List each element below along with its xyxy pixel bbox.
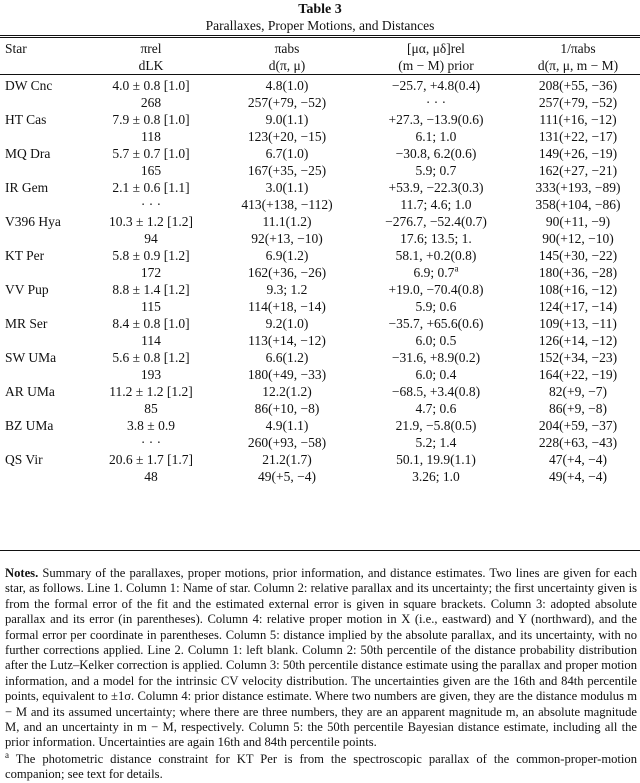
table-row	[0, 281, 640, 298]
cell-proper-motion: +53.9, −22.3(0.3)	[388, 180, 484, 195]
cell-prior: 5.9; 0.6	[415, 299, 457, 314]
table-row-line2	[0, 332, 640, 349]
cell-inverse-parallax: 333(+193, −89)	[535, 180, 621, 195]
cell-d-pi-mu: 92(+13, −10)	[251, 231, 323, 246]
cell-d-lk: 172	[140, 265, 162, 280]
cell-prior: 3.26; 1.0	[412, 469, 460, 484]
cell-d-bayes: 126(+14, −12)	[538, 333, 618, 348]
cell-d-pi-mu: 167(+35, −25)	[247, 163, 327, 178]
cell-pi-abs: 3.0(1.1)	[265, 180, 309, 195]
cell-d-bayes: 162(+27, −21)	[538, 163, 618, 178]
cell-d-lk: 165	[140, 163, 162, 178]
notes-text: Summary of the parallaxes, proper motions, prior information, and distance estimates. Two lines are given for each star, as follows. Line 1. Column 1: Name of star. Column 2: relative parallax and its uncertainty; the first uncertainty given is from the formal error of the fit and the estimated external error is given in square brackets. Column 3: adopted absolute parallax and its error (in parentheses). Column 4: relative proper motion in X (i.e., eastward) and Y (northward), and the formal error per coordinate in parentheses. Column 5: distance implied by the absolute parallax, and its uncertainty, with no further corrections applied. Line 2. Column 1: left blank. Column 2: 50th percentile of the distance probability distribution after the Lutz–Kelker correction is applied. Column 3: 50th percentile distance estimate using the parallax and proper motion information, and a model for the intrinsic CV velocity distribution. The uncertainties given are the 16th and 84th percentile points, equivalent to ±1σ. Column 4: prior distance estimate. Where two numbers are given, they are the distance modulus m − M and its assumed uncertainty; where there are three numbers, they are an apparent magnitude m, an absolute magnitude M, and an uncertainty in m − M, respectively. Column 5: the 50th percentile Bayesian distance estimate, including all the prior information. Uncertainties are again 16th and 84th percentile points.	[5, 566, 637, 750]
cell-pi-rel: 7.9 ± 0.8 [1.0]	[112, 112, 190, 127]
cell-pi-rel: 2.1 ± 0.6 [1.1]	[112, 180, 190, 195]
cell-inverse-parallax: 109(+13, −11)	[539, 316, 617, 331]
header-inverse-parallax: 1/πabs	[560, 41, 596, 56]
cell-d-lk: 193	[140, 367, 162, 382]
cell-pi-abs: 9.0(1.1)	[265, 112, 309, 127]
cell-d-lk: 268	[140, 95, 162, 110]
cell-inverse-parallax: 204(+59, −37)	[538, 418, 618, 433]
notes-lead: Notes.	[5, 566, 39, 580]
cell-pi-abs: 6.6(1.2)	[265, 350, 309, 365]
cell-prior	[356, 264, 516, 281]
cell-d-bayes: 358(+104, −86)	[535, 197, 621, 212]
table-row	[0, 77, 640, 94]
cell-proper-motion: −30.8, 6.2(0.6)	[395, 146, 477, 161]
cell-d-pi-mu: 49(+5, −4)	[258, 469, 316, 484]
cell-pi-rel: 20.6 ± 1.7 [1.7]	[109, 452, 193, 467]
footnote-mark: a	[5, 749, 9, 760]
star-name: SW UMa	[5, 350, 57, 365]
star-name: HT Cas	[5, 112, 47, 127]
cell-inverse-parallax: 145(+30, −22)	[538, 248, 618, 263]
star-name: QS Vir	[5, 452, 43, 467]
cell-pi-rel: 11.2 ± 1.2 [1.2]	[109, 384, 193, 399]
cell-d-pi-mu: 180(+49, −33)	[247, 367, 327, 382]
footnote-text: The photometric distance constraint for KT Per is from the spectroscopic parallax of the common-proper-motion companion; see text for details.	[5, 751, 637, 782]
table-row-line2	[0, 434, 640, 451]
table-number: Table 3	[298, 2, 342, 17]
cell-prior: · · ·	[425, 95, 447, 110]
bottom-rule	[0, 550, 640, 551]
table-row-line2	[0, 298, 640, 315]
cell-d-pi-mu: 257(+79, −52)	[247, 95, 327, 110]
cell-pi-abs: 9.3; 1.2	[266, 282, 308, 297]
cell-d-pi-mu: 260(+93, −58)	[247, 435, 327, 450]
table-row	[0, 451, 640, 468]
cell-d-lk: 114	[141, 333, 161, 348]
table-row	[0, 383, 640, 400]
cell-pi-rel: 4.0 ± 0.8 [1.0]	[112, 78, 190, 93]
cell-inverse-parallax: 108(+16, −12)	[538, 282, 618, 297]
cell-proper-motion: 21.9, −5.8(0.5)	[395, 418, 477, 433]
star-name: BZ UMa	[5, 418, 54, 433]
cell-d-bayes: 257(+79, −52)	[538, 95, 618, 110]
cell-inverse-parallax: 111(+16, −12)	[539, 112, 617, 127]
cell-d-pi-mu: 114(+18, −14)	[248, 299, 326, 314]
cell-d-bayes: 131(+22, −17)	[538, 129, 618, 144]
cell-prior-value: 6.9; 0.7	[413, 265, 455, 280]
header-pi-abs: πabs	[274, 41, 300, 56]
table-body	[0, 77, 640, 485]
cell-prior: 6.1; 1.0	[415, 129, 457, 144]
cell-pi-abs: 6.7(1.0)	[265, 146, 309, 161]
cell-prior: 6.0; 0.5	[415, 333, 457, 348]
cell-d-bayes: 228(+63, −43)	[538, 435, 618, 450]
table-row	[0, 111, 640, 128]
table-row-line2	[0, 264, 640, 281]
star-name: IR Gem	[5, 180, 49, 195]
cell-pi-abs: 9.2(1.0)	[265, 316, 309, 331]
cell-pi-abs: 21.2(1.7)	[262, 452, 312, 467]
cell-d-bayes: 124(+17, −14)	[538, 299, 618, 314]
table-row-line2	[0, 230, 640, 247]
header-star: Star	[5, 41, 27, 56]
table-row	[0, 349, 640, 366]
header-proper-motion: [μα, μδ]rel	[407, 41, 465, 56]
star-name: V396 Hya	[5, 214, 61, 229]
table-header	[0, 40, 640, 74]
cell-d-bayes: 49(+4, −4)	[549, 469, 607, 484]
cell-pi-rel: 8.8 ± 1.4 [1.2]	[112, 282, 190, 297]
cell-d-pi-mu: 113(+14, −12)	[248, 333, 326, 348]
header-row-2	[0, 57, 640, 74]
cell-d-bayes: 86(+9, −8)	[549, 401, 607, 416]
cell-d-bayes: 90(+12, −10)	[542, 231, 614, 246]
table-title: Parallaxes, Proper Motions, and Distances	[205, 18, 435, 33]
star-name: MR Ser	[5, 316, 48, 331]
header-pi-rel: πrel	[140, 41, 162, 56]
table-row-line2	[0, 400, 640, 417]
cell-pi-abs: 4.8(1.0)	[265, 78, 309, 93]
notes-paragraph	[5, 566, 637, 751]
table-row	[0, 417, 640, 434]
cell-proper-motion: 58.1, +0.2(0.8)	[395, 248, 477, 263]
cell-inverse-parallax: 208(+55, −36)	[538, 78, 618, 93]
cell-inverse-parallax: 82(+9, −7)	[549, 384, 607, 399]
star-name: AR UMa	[5, 384, 55, 399]
cell-prior: 5.2; 1.4	[415, 435, 457, 450]
cell-proper-motion: −68.5, +3.4(0.8)	[391, 384, 481, 399]
cell-pi-rel: 8.4 ± 0.8 [1.0]	[112, 316, 190, 331]
table-row-line2	[0, 94, 640, 111]
cell-pi-rel: 3.8 ± 0.9	[127, 418, 175, 433]
cell-pi-rel: 5.7 ± 0.7 [1.0]	[112, 146, 190, 161]
cell-prior: 11.7; 4.6; 1.0	[400, 197, 472, 212]
table-row	[0, 145, 640, 162]
top-rule	[0, 35, 640, 36]
header-rule	[0, 74, 640, 75]
table-row	[0, 315, 640, 332]
cell-d-lk: 85	[144, 401, 158, 416]
header-d-bayes: d(π, μ, m − M)	[537, 58, 619, 73]
footnote	[5, 749, 637, 783]
cell-proper-motion: +27.3, −13.9(0.6)	[388, 112, 484, 127]
cell-prior: 5.9; 0.7	[415, 163, 457, 178]
cell-d-pi-mu: 413(+138, −112)	[241, 197, 333, 212]
cell-inverse-parallax: 149(+26, −19)	[538, 146, 618, 161]
table-row	[0, 179, 640, 196]
cell-inverse-parallax: 90(+11, −9)	[545, 214, 611, 229]
cell-pi-abs: 11.1(1.2)	[262, 214, 312, 229]
cell-pi-rel: 5.6 ± 0.8 [1.2]	[112, 350, 190, 365]
header-d-pi-mu: d(π, μ)	[268, 58, 306, 73]
table-row	[0, 247, 640, 264]
header-prior: (m − M) prior	[398, 58, 474, 73]
cell-d-lk: 118	[141, 129, 161, 144]
cell-pi-rel: 10.3 ± 1.2 [1.2]	[109, 214, 193, 229]
star-name: MQ Dra	[5, 146, 51, 161]
cell-pi-abs: 12.2(1.2)	[262, 384, 312, 399]
table-notes	[5, 566, 637, 783]
cell-pi-abs: 4.9(1.1)	[265, 418, 309, 433]
cell-proper-motion: −31.6, +8.9(0.2)	[391, 350, 481, 365]
cell-prior: 17.6; 13.5; 1.	[400, 231, 472, 246]
cell-d-lk: 48	[144, 469, 158, 484]
header-d-lk: dLK	[138, 58, 164, 73]
cell-inverse-parallax: 152(+34, −23)	[538, 350, 618, 365]
cell-d-bayes: 164(+22, −19)	[538, 367, 618, 382]
star-name: KT Per	[5, 248, 45, 263]
header-row-1	[0, 40, 640, 57]
star-name: VV Pup	[5, 282, 49, 297]
cell-d-bayes: 180(+36, −28)	[538, 265, 618, 280]
cell-d-pi-mu: 86(+10, −8)	[254, 401, 320, 416]
table-row-line2	[0, 128, 640, 145]
cell-d-pi-mu: 162(+36, −26)	[247, 265, 327, 280]
table-caption	[0, 0, 640, 34]
top-rule-inner	[0, 37, 640, 38]
cell-pi-abs: 6.9(1.2)	[265, 248, 309, 263]
star-name: DW Cnc	[5, 78, 53, 93]
cell-prior: 6.0; 0.4	[415, 367, 457, 382]
table-row-line2	[0, 468, 640, 485]
cell-prior: 4.7; 0.6	[415, 401, 457, 416]
cell-d-lk: · · ·	[140, 197, 162, 212]
cell-d-pi-mu: 123(+20, −15)	[247, 129, 327, 144]
cell-proper-motion: −276.7, −52.4(0.7)	[385, 214, 487, 229]
table-row-line2	[0, 366, 640, 383]
table-row-line2	[0, 162, 640, 179]
footnote-marker: a	[454, 263, 459, 274]
cell-pi-rel: 5.8 ± 0.9 [1.2]	[112, 248, 190, 263]
table-row-line2	[0, 196, 640, 213]
table-row	[0, 213, 640, 230]
cell-d-lk: 115	[141, 299, 161, 314]
cell-inverse-parallax: 47(+4, −4)	[549, 452, 607, 467]
cell-d-lk: 94	[144, 231, 158, 246]
cell-d-lk: · · ·	[140, 435, 162, 450]
cell-proper-motion: −25.7, +4.8(0.4)	[391, 78, 481, 93]
cell-proper-motion: 50.1, 19.9(1.1)	[396, 452, 476, 467]
cell-proper-motion: −35.7, +65.6(0.6)	[388, 316, 484, 331]
cell-proper-motion: +19.0, −70.4(0.8)	[388, 282, 484, 297]
